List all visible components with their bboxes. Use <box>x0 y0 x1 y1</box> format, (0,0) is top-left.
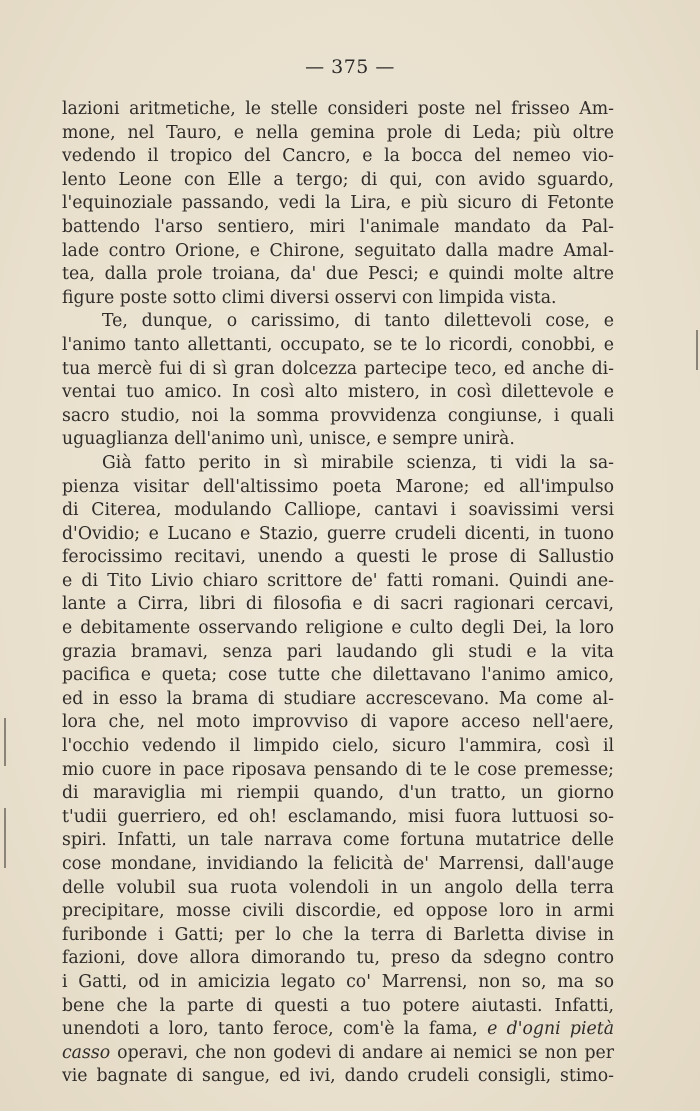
text-line: d'Ovidio; e Lucano e Stazio, guerre crudeli dicenti, in tuono <box>62 523 614 544</box>
text-line: t'udii guerriero, ed oh! esclamando, misi fuora luttuosi so- <box>62 806 614 827</box>
text-line: lante a Cirra, libri di filosofia e di sacri ragionari cercavi, <box>62 594 614 615</box>
margin-mark <box>4 718 6 766</box>
text-line: battendo l'arso sentiero, miri l'animale mandato da Pal- <box>62 216 614 237</box>
text-line: spiri. Infatti, un tale narrava come fortuna mutatrice delle <box>62 830 614 851</box>
text-line: tea, dalla prole troiana, da' due Pesci; e quindi molte altre <box>62 264 614 285</box>
text-line: delle volubil sua ruota volendoli in un angolo della terra <box>62 877 614 898</box>
text-line: lazioni aritmetiche, le stelle consideri poste nel frisseo Am- <box>62 99 614 119</box>
text-line: i Gatti, od in amicizia legato co' Marrensi, non so, ma so <box>62 971 614 992</box>
text-line: cose mondane, invidiando la felicità de' Marrensi, dall'auge <box>62 854 614 874</box>
text-line: lade contro Orione, e Chirone, seguitato dalla madre Amal- <box>62 240 614 261</box>
text-line: vie bagnate di sangue, ed ivi, dando crudeli consigli, stimo- <box>62 1066 614 1087</box>
text-line: grazia bramavi, senza pari laudando gli studi e la vita <box>62 641 614 662</box>
text-line: l'animo tanto allettanti, occupato, se te lo ricordi, conobbi, e <box>62 334 614 355</box>
text-line: tua mercè fui di sì gran dolcezza partecipe teco, ed anche di- <box>62 358 614 379</box>
text-line <box>62 1018 614 1042</box>
text-line: mio cuore in pace riposava pensando di te le cose premesse; <box>62 759 614 780</box>
text-line: bene che la parte di questi a tuo potere aiutasti. Infatti, <box>62 995 614 1016</box>
paragraph-start-line: Già fatto perito in sì mirabile scienza, ti vidi la sa- <box>102 452 614 473</box>
text-line: lento Leone con Elle a tergo; di qui, con avido sguardo, <box>62 169 614 190</box>
text-line: vedendo il tropico del Cancro, e la bocca del nemeo vio- <box>62 146 614 167</box>
text-line: mone, nel Tauro, e nella gemina prole di Leda; più oltre <box>62 122 614 143</box>
italic-phrase: casso <box>62 1042 111 1063</box>
text-line: ed in esso la brama di studiare accrescevano. Ma come al- <box>62 688 614 709</box>
margin-mark <box>4 808 6 868</box>
body-text <box>62 98 614 1089</box>
text-line: e di Tito Livio chiaro scrittore de' fatti romani. Quindi ane- <box>62 570 614 591</box>
text-line: ferocissimo recitavi, unendo a questi le prose di Sallustio <box>62 547 614 568</box>
text-line: sacro studio, noi la somma provvidenza congiunse, i quali <box>62 405 614 426</box>
text-line: precipitare, mosse civili discordie, ed oppose loro in armi <box>62 901 614 922</box>
text-line: e debitamente osservando religione e culto degli Dei, la loro <box>62 618 614 639</box>
page-number: — 375 — <box>305 56 395 78</box>
text-line: di maraviglia mi riempii quando, d'un tratto, un giorno <box>62 783 614 804</box>
text-line: furibonde i Gatti; per lo che la terra di Barletta divise in <box>62 924 614 945</box>
text-line: pacifica e queta; cose tutte che dilettavano l'animo amico, <box>62 665 614 686</box>
text-line: l'occhio vedendo il limpido cielo, sicuro l'ammira, così il <box>62 736 614 757</box>
text-line <box>62 1042 614 1066</box>
text-line-roman: operavi, che non godevi di andare ai nemici se non per <box>110 1042 614 1063</box>
text-line: l'equinoziale passando, vedi la Lira, e più sicuro di Fetonte <box>62 193 614 214</box>
text-line: di Citerea, modulando Calliope, cantavi i soavissimi versi <box>62 500 614 521</box>
italic-phrase: e d'ogni pietà <box>487 1019 615 1040</box>
text-line: lora che, nel moto improvviso di vapore acceso nell'aere, <box>62 712 614 733</box>
text-line: pienza visitar dell'altissimo poeta Marone; ed all'impulso <box>62 476 614 497</box>
text-line: uguaglianza dell'animo unì, unisce, e sempre unirà. <box>62 429 515 450</box>
text-line: fazioni, dove allora dimorando tu, preso da sdegno contro <box>62 948 614 969</box>
text-line: ventai tuo amico. In così alto mistero, in così dilettevole e <box>62 382 614 403</box>
text-line: figure poste sotto climi diversi osservi con limpida vista. <box>62 287 557 308</box>
paragraph-start-line: Te, dunque, o carissimo, di tanto dilettevoli cose, e <box>102 311 614 332</box>
text-line-roman: unendoti a loro, tanto feroce, com'è la fama, <box>62 1019 488 1040</box>
margin-mark <box>696 330 698 370</box>
